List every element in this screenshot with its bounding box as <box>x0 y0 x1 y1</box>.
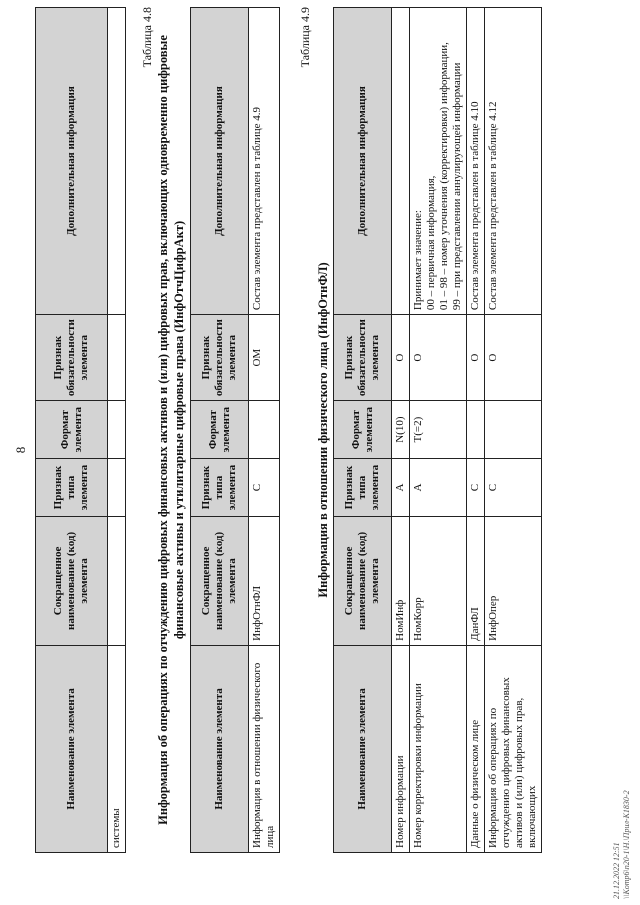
stamp-path: \\Komp6\n20-1\Н.\Прил-К1830-2 <box>621 790 631 899</box>
col-header-code: Сокращенное наименование (код) элемента <box>191 516 249 645</box>
cell-required: О <box>484 315 541 401</box>
table-4-9-title: Информация в отношении физического лица (ИнфОтнФЛ) <box>316 262 330 598</box>
cell-info <box>409 8 466 315</box>
col-header-name: Наименование элемента <box>334 645 392 852</box>
col-header-name: Наименование элемента <box>191 645 249 852</box>
cell-name: Данные о физическом лице <box>466 645 484 852</box>
table-4-8-label: Таблица 4.8 <box>140 7 154 68</box>
cell-info: Состав элемента представлен в таблице 4.12 <box>484 8 541 315</box>
col-header-format: Формат элемента <box>334 401 392 459</box>
cell-code: ДанФЛ <box>466 516 484 645</box>
info-line: 01 – 98 – номер уточнения (корректировки) информации, <box>437 42 450 311</box>
col-header-type: Признак типа элемента <box>36 459 108 517</box>
table-row <box>108 8 126 853</box>
col-header-required: Признак обязательности элемента <box>36 315 108 401</box>
cell-code: ИнфОтнФЛ <box>249 516 280 645</box>
info-line: Принимает значение: <box>411 210 424 311</box>
page-number: 8 <box>13 446 28 454</box>
col-header-type: Признак типа элемента <box>191 459 249 517</box>
cell-format: N(10) <box>392 401 410 459</box>
table-4-8-title: Информация об операциях по отчуждению цифровых финансовых активов и (или) цифровых прав, включающих одновременно цифровые финансовые активы и утилитарные цифровые права (ИнфОтчЦифрАкт) <box>156 35 186 825</box>
cell-format: T(=2) <box>409 401 466 459</box>
cell-format <box>484 401 541 459</box>
col-header-format: Формат элемента <box>191 401 249 459</box>
table-row <box>466 8 484 853</box>
col-header-required: Признак обязательности элемента <box>334 315 392 401</box>
cell-info: Состав элемента представлен в таблице 4.9 <box>249 8 280 315</box>
col-header-type: Признак типа элемента <box>334 459 392 517</box>
cell-type: С <box>484 459 541 517</box>
cell-info <box>392 8 410 315</box>
info-line: 00 – первичная информация, <box>424 175 437 311</box>
col-header-info: Дополнительная информация <box>334 8 392 315</box>
cell-format <box>249 401 280 459</box>
table-4-8 <box>190 7 280 853</box>
cell-info: Состав элемента представлен в таблице 4.10 <box>466 8 484 315</box>
table-row <box>409 8 466 853</box>
col-header-code: Сокращенное наименование (код) элемента <box>334 516 392 645</box>
cell-required: О <box>392 315 410 401</box>
col-header-info: Дополнительная информация <box>36 8 108 315</box>
stamp-date: 21.12.2022 12:51 <box>612 842 621 899</box>
cell-required <box>108 315 126 401</box>
table-row <box>484 8 541 853</box>
cell-format <box>108 401 126 459</box>
cell-type: С <box>466 459 484 517</box>
cell-format <box>466 401 484 459</box>
table-row <box>249 8 280 853</box>
cell-required: О <box>466 315 484 401</box>
table-header-row <box>36 8 108 853</box>
cell-code: ИнфОпер <box>484 516 541 645</box>
cell-info <box>108 8 126 315</box>
cell-name: Информация об операциях по отчуждению цифровых финансовых активов и (или) цифровых прав, включающих <box>484 645 541 852</box>
cell-code: НомКорр <box>409 516 466 645</box>
cell-name: Информация в отношении физического лица <box>249 645 280 852</box>
cell-name: Номер информации <box>392 645 410 852</box>
cell-type: А <box>392 459 410 517</box>
col-header-info: Дополнительная информация <box>191 8 249 315</box>
info-line: 99 – при представлении аннулирующей информации <box>450 62 463 311</box>
col-header-name: Наименование элемента <box>36 645 108 852</box>
table-header-row <box>191 8 249 853</box>
cell-code: НомИнф <box>392 516 410 645</box>
table-header-row <box>334 8 392 853</box>
cell-name: Номер корректировки информации <box>409 645 466 852</box>
col-header-code: Сокращенное наименование (код) элемента <box>36 516 108 645</box>
cell-type <box>108 459 126 517</box>
table-4-9 <box>333 7 542 853</box>
col-header-required: Признак обязательности элемента <box>191 315 249 401</box>
cell-code <box>108 516 126 645</box>
col-header-format: Формат элемента <box>36 401 108 459</box>
table-row <box>392 8 410 853</box>
table-top <box>35 7 126 853</box>
cell-type: А <box>409 459 466 517</box>
cell-name: системы <box>108 645 126 852</box>
cell-type: С <box>249 459 280 517</box>
cell-required: ОМ <box>249 315 280 401</box>
footer-stamp <box>612 599 631 899</box>
cell-required: О <box>409 315 466 401</box>
table-4-9-label: Таблица 4.9 <box>298 7 312 68</box>
